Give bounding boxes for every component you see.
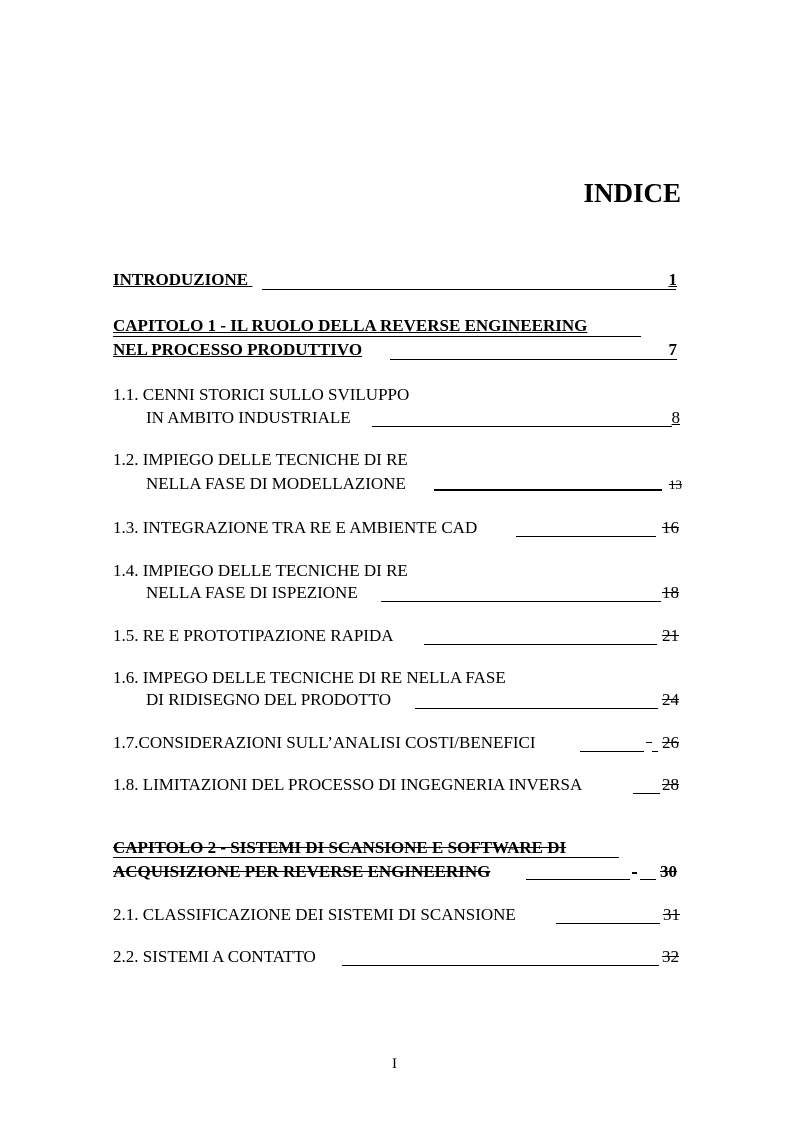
toc-entry-title: 1.7.CONSIDERAZIONI SULL’ANALISI COSTI/BENEFICI bbox=[113, 733, 536, 752]
toc-entry-2-2[interactable] bbox=[113, 947, 316, 967]
toc-entry-title-line-2: NEL PROCESSO PRODUTTIVO bbox=[113, 340, 363, 359]
toc-entry-title-line-1: 1.2. IMPIEGO DELLE TECNICHE DI RE bbox=[113, 450, 408, 469]
toc-entry-title: 2.2. SISTEMI A CONTATTO bbox=[113, 947, 316, 966]
toc-entry-capitolo-1[interactable] bbox=[113, 316, 587, 336]
toc-entry-1-4-line-2[interactable] bbox=[146, 583, 358, 603]
toc-entry-1-3[interactable] bbox=[113, 518, 477, 538]
toc-entry-title-line-1: CAPITOLO 1 - IL RUOLO DELLA REVERSE ENGINEERING bbox=[113, 316, 588, 335]
leader-line bbox=[633, 793, 660, 794]
leader-dash bbox=[632, 872, 637, 874]
leader-dash bbox=[646, 742, 652, 743]
toc-page-number: 24 bbox=[662, 690, 679, 709]
toc-entry-title: 1.8. LIMITAZIONI DEL PROCESSO DI INGEGNERIA INVERSA bbox=[113, 775, 583, 794]
leader-line bbox=[526, 879, 630, 880]
toc-page-number: 1 bbox=[668, 270, 677, 289]
toc-entry-1-6[interactable] bbox=[113, 668, 506, 688]
toc-entry-title-line-2: IN AMBITO INDUSTRIALE bbox=[146, 408, 351, 427]
leader-line bbox=[580, 751, 644, 752]
leader-line bbox=[556, 923, 660, 924]
leader-line bbox=[516, 536, 656, 537]
leader-line bbox=[424, 644, 657, 645]
leader-line bbox=[381, 601, 661, 602]
leader-line bbox=[434, 489, 662, 491]
toc-entry-title-line-1: 1.4. IMPIEGO DELLE TECNICHE DI RE bbox=[113, 561, 408, 580]
toc-entry-title: 1.3. INTEGRAZIONE TRA RE E AMBIENTE CAD bbox=[113, 518, 478, 537]
toc-entry-capitolo-1-line-2[interactable] bbox=[113, 340, 362, 360]
toc-page-number: 31 bbox=[663, 905, 680, 924]
toc-entry-1-4[interactable] bbox=[113, 561, 408, 581]
toc-page-number: 8 bbox=[671, 408, 680, 427]
toc-page-number: 16 bbox=[662, 518, 679, 537]
toc-entry-1-5[interactable] bbox=[113, 626, 394, 646]
toc-entry-introduzione[interactable] bbox=[113, 270, 676, 290]
toc-page-number: 26 bbox=[662, 733, 679, 752]
toc-entry-title-line-2: DI RIDISEGNO DEL PRODOTTO bbox=[146, 690, 392, 709]
toc-entry-capitolo-2[interactable] bbox=[113, 838, 566, 858]
toc-page-number: 21 bbox=[662, 626, 679, 645]
toc-entry-1-6-line-2[interactable] bbox=[146, 690, 391, 710]
leader-line bbox=[342, 965, 659, 966]
leader-line bbox=[640, 879, 656, 880]
toc-page-number: 7 bbox=[668, 340, 677, 359]
toc-entry-1-8[interactable] bbox=[113, 775, 582, 795]
toc-entry-title-line-1: 1.1. CENNI STORICI SULLO SVILUPPO bbox=[113, 385, 410, 404]
leader-line bbox=[390, 359, 677, 360]
toc-entry-title-line-1: CAPITOLO 2 - SISTEMI DI SCANSIONE E SOFTWARE DI bbox=[113, 838, 567, 857]
toc-entry-2-1[interactable] bbox=[113, 905, 516, 925]
leader-line bbox=[113, 336, 641, 337]
toc-entry-title: 1.5. RE E PROTOTIPAZIONE RAPIDA bbox=[113, 626, 394, 645]
leader-line bbox=[415, 708, 658, 709]
toc-entry-1-7[interactable] bbox=[113, 733, 535, 753]
toc-page-number: 30 bbox=[660, 862, 677, 881]
page-title: INDICE bbox=[583, 178, 681, 208]
toc-entry-title: INTRODUZIONE bbox=[113, 270, 249, 289]
leader-line bbox=[652, 751, 658, 752]
toc-entry-title-line-1: 1.6. IMPEGO DELLE TECNICHE DI RE NELLA FASE bbox=[113, 668, 506, 687]
page-footer-number: I bbox=[392, 1056, 397, 1072]
leader-line bbox=[262, 289, 676, 290]
leader-line bbox=[372, 426, 672, 427]
toc-page-number: 13 bbox=[669, 477, 682, 492]
toc-entry-1-2-line-2[interactable] bbox=[146, 474, 406, 494]
toc-entry-1-2[interactable] bbox=[113, 450, 408, 470]
toc-entry-title: 2.1. CLASSIFICAZIONE DEI SISTEMI DI SCANSIONE bbox=[113, 905, 516, 924]
toc-entry-1-1[interactable] bbox=[113, 385, 409, 405]
toc-entry-title-line-2: ACQUISIZIONE PER REVERSE ENGINEERING bbox=[113, 862, 491, 881]
toc-page-number: 18 bbox=[662, 583, 679, 602]
toc-page-number: 32 bbox=[662, 947, 679, 966]
toc-entry-capitolo-2-line-2[interactable] bbox=[113, 862, 490, 882]
leader-line bbox=[113, 857, 619, 858]
toc-entry-title-line-2: NELLA FASE DI ISPEZIONE bbox=[146, 583, 358, 602]
toc-entry-title-line-2: NELLA FASE DI MODELLAZIONE bbox=[146, 474, 406, 493]
toc-page-number: 28 bbox=[662, 775, 679, 794]
toc-entry-1-1-line-2[interactable] bbox=[146, 408, 351, 428]
